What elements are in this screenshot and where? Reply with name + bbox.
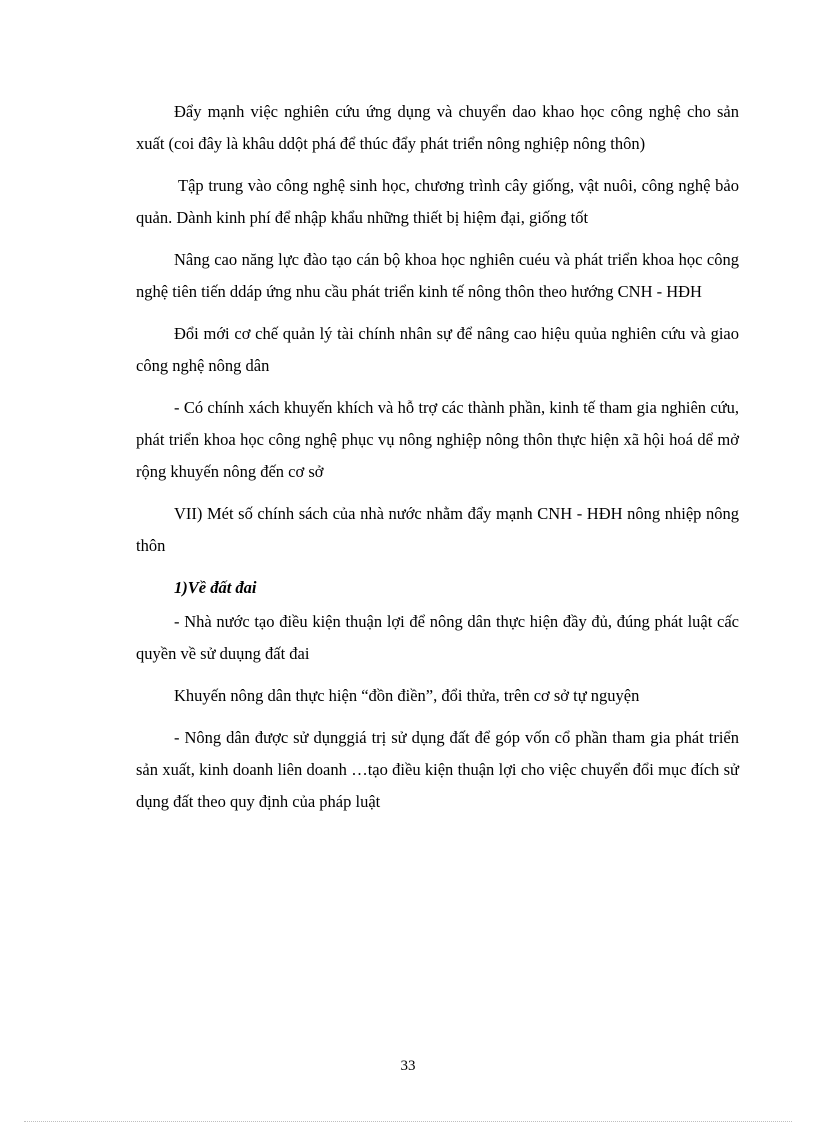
paragraph-6: VII) Mét số chính sách của nhà nước nhằm đẩy mạnh CNH - HĐH nông nhiệp nông thôn	[136, 504, 739, 555]
paragraph-1: Đẩy mạnh việc nghiên cứu ứng dụng và chuyển dao khao học công nghệ cho sản xuất (coi đây là khâu ddột phá để thúc đẩy phát triển nông nghiệp nông thôn)	[136, 102, 739, 153]
paragraph-7: - Nhà nước tạo điều kiện thuận lợi để nông dân thực hiện đầy đủ, đúng phát luật cấc quyền về sử duụng đất đai	[136, 612, 739, 663]
document-body	[136, 96, 739, 828]
paragraph-8: Khuyến nông dân thực hiện “đồn điền”, đổi thửa, trên cơ sở tự nguyện	[174, 686, 640, 705]
section-heading: 1)Về đất đai	[174, 578, 257, 597]
paragraph-9: - Nông dân được sử dụnggiá trị sử dụng đất để góp vốn cổ phần tham gia phát triển sản xuất, kinh doanh liên doanh …tạo điều kiện thuận lợi cho việc chuyển đổi mục đích sử dụng đất theo quy định của pháp luật	[136, 728, 739, 811]
paragraph-3: Nâng cao năng lực đào tạo cán bộ khoa học nghiên cuéu và phát triển khoa học công nghệ tiên tiến ddáp ứng nhu cầu phát triển kinh tế nông thôn theo hướng CNH - HĐH	[136, 250, 739, 301]
paragraph-5: - Có chính xách khuyến khích và hỗ trợ các thành phần, kinh tế tham gia nghiên cứu, phát triển khoa học công nghệ phục vụ nông nghiệp nông thôn thực hiện xã hội hoá dể mở rộng khuyến nông đến cơ sở	[136, 398, 739, 481]
paragraph-4: Đổi mới cơ chế quản lý tài chính nhân sự để nâng cao hiệu quủa nghiên cứu và giao công nghệ nông dân	[136, 324, 739, 375]
paragraph-2: Tập trung vào công nghệ sinh học, chương trình cây giống, vật nuôi, công nghệ bảo quản. Dành kinh phí để nhập khẩu những thiết bị hiệm đại, giống tốt	[136, 176, 739, 227]
footer-divider	[24, 1121, 792, 1122]
page-number: 33	[400, 1058, 416, 1074]
